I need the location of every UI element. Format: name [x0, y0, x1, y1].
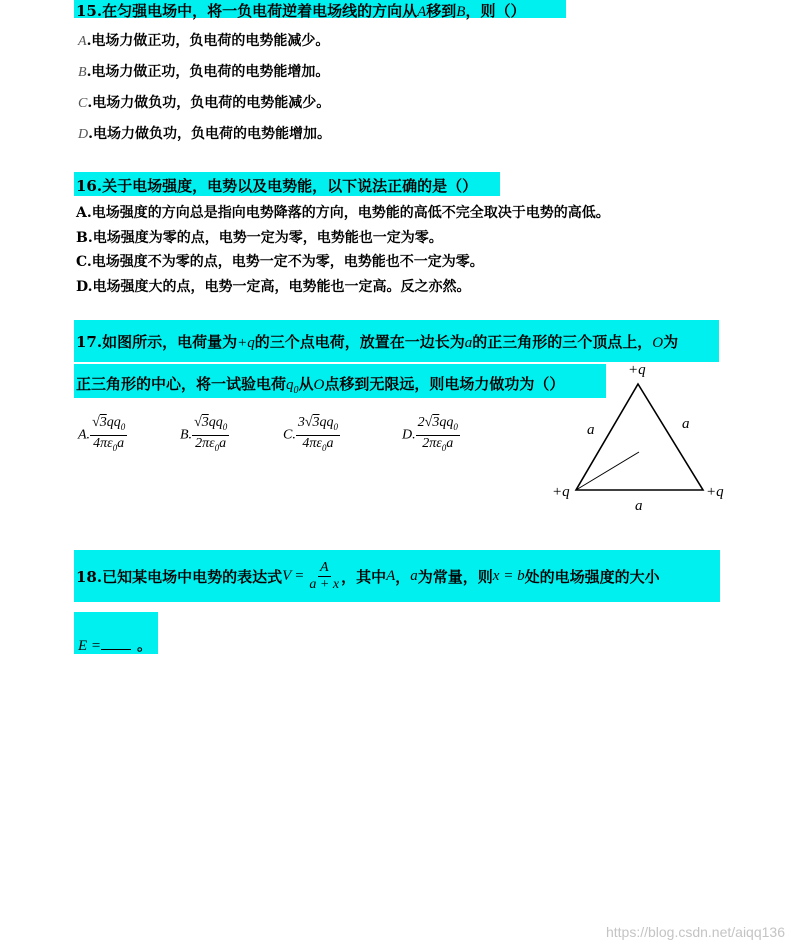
- q16-option-a: A.电场强度的方向总是指向电势降落的方向，电势能的高低不完全取决于电势的高低。: [76, 205, 610, 221]
- answer-blank[interactable]: [101, 637, 131, 650]
- q17-choice-b-fraction: $\frac{√3qq_0}{2\pi\varepsilon_0a}$: [194, 415, 228, 453]
- q15-option-c: C.电场力做负功，负电荷的电势能减少。: [78, 95, 331, 111]
- q18-fraction: $\frac{A}{a + x}$: [309, 560, 340, 592]
- q18-answer: E = 。: [78, 636, 153, 654]
- watermark: https://blog.csdn.net/aiqq136: [605, 924, 785, 940]
- side-label-left: a: [587, 422, 595, 438]
- q17-choice-c: C. $\frac{3√3qq_0}{4\pi\varepsilon_0a}$: [283, 415, 340, 456]
- q18-stem: 18.已知某电场中电势的表达式 V = $\frac{A}{a + x}$ ，其中 A ， a 为常量，则 x = b 处的电场强度的大小: [76, 560, 660, 592]
- q16-option-d: D.电场强度大的点，电势一定高，电势能也一定高。反之亦然。: [76, 279, 471, 295]
- q16-option-b: B.电场强度为零的点，电势一定为零，电势能也一定为零。: [76, 230, 443, 246]
- q17-choice-c-fraction: $\frac{3√3qq_0}{4\pi\varepsilon_0a}$: [297, 415, 339, 453]
- side-label-bottom: a: [635, 498, 643, 514]
- q15-stem: 15.在匀强电场中，将一负电荷逆着电场线的方向从A移到B，则（）: [76, 2, 526, 20]
- charge-label-left: +q: [552, 484, 570, 500]
- q17-choice-d-fraction: $\frac{2√3qq_0}{2\pi\varepsilon_0a}$: [417, 415, 458, 453]
- q16-stem: 16.关于电场强度，电势以及电势能，以下说法正确的是（）: [76, 177, 478, 195]
- q17-choice-a: A. $\frac{√3qq_0}{4\pi\varepsilon_0a}$: [78, 415, 127, 456]
- q17-choice-a-fraction: $\frac{√3qq_0}{4\pi\varepsilon_0a}$: [92, 415, 126, 453]
- side-label-right: a: [682, 416, 690, 432]
- q17-choice-b: B. $\frac{√3qq_0}{2\pi\varepsilon_0a}$: [180, 415, 229, 456]
- q15-option-b: B.电场力做正功，负电荷的电势能增加。: [78, 64, 330, 80]
- q15-option-d: D.电场力做负功，负电荷的电势能增加。: [78, 126, 331, 142]
- q17-stem-line1: 17.如图所示，电荷量为+q的三个点电荷，放置在一边长为a的正三角形的三个顶点上，O为: [76, 333, 679, 351]
- q15-option-a: A.电场力做正功，负电荷的电势能减少。: [78, 33, 330, 49]
- charge-label-right: +q: [706, 484, 724, 500]
- q17-stem-line2: 正三角形的中心，将一试验电荷$q_0$从O点移到无限远，则电场力做功为（）: [76, 375, 565, 396]
- charge-label-top: +q: [628, 362, 646, 378]
- center-segment: [576, 452, 639, 490]
- equilateral-triangle: [576, 384, 703, 490]
- triangle-figure: [540, 358, 740, 518]
- q17-choice-d: D. $\frac{2√3qq_0}{2\pi\varepsilon_0a}$: [402, 415, 460, 456]
- q16-option-c: C.电场强度不为零的点，电势一定不为零，电势能也不一定为零。: [76, 254, 484, 270]
